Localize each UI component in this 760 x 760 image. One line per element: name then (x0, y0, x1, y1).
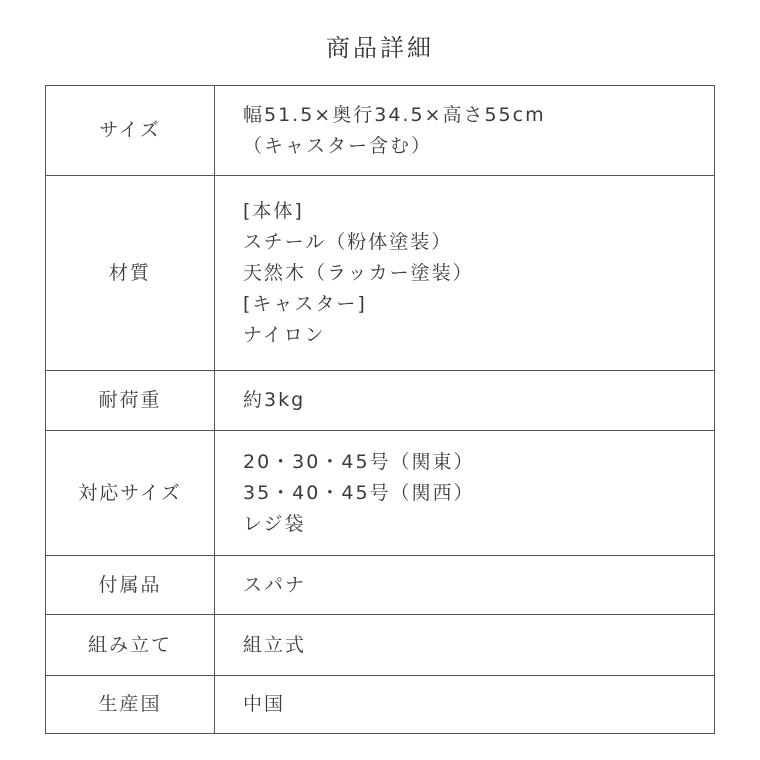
row-value (215, 176, 715, 371)
row-label: 対応サイズ (46, 431, 215, 556)
value-line: 中国 (243, 693, 286, 715)
value-line: ナイロン (243, 323, 326, 346)
spec-table (45, 85, 715, 734)
row-value (215, 371, 715, 431)
row-label: 生産国 (46, 676, 215, 734)
row-value (215, 431, 715, 556)
row-label: 材質 (46, 176, 215, 371)
value-line: 天然木（ラッカー塗装） (243, 261, 474, 284)
value-line: 組立式 (243, 633, 307, 656)
table-row-material (46, 176, 715, 371)
table-row-load-capacity (46, 371, 715, 431)
row-label: サイズ (46, 86, 215, 176)
value-line: レジ袋 (243, 512, 306, 535)
value-line: [本体] (243, 199, 304, 222)
table-row-assembly (46, 615, 715, 676)
value-line: スパナ (243, 573, 307, 596)
value-line: [キャスター] (243, 292, 367, 315)
row-value (215, 615, 715, 676)
value-line: 約3kg (243, 389, 306, 411)
table-row-country (46, 676, 715, 734)
row-label: 組み立て (46, 615, 215, 676)
value-line: スチール（粉体塗装） (243, 230, 453, 253)
table-row-size (46, 86, 715, 176)
row-label: 付属品 (46, 556, 215, 615)
row-value (215, 676, 715, 734)
row-value (215, 556, 715, 615)
value-line: 20・30・45号（関東） (243, 450, 475, 473)
value-line: （キャスター含む） (243, 134, 433, 157)
value-line: 35・40・45号（関西） (243, 481, 475, 504)
row-label: 耐荷重 (46, 371, 215, 431)
page-title: 商品詳細 (326, 34, 434, 62)
row-value (215, 86, 715, 176)
table-row-compatible-size (46, 431, 715, 556)
table-row-accessories (46, 556, 715, 615)
value-line: 幅51.5×奥行34.5×高さ55cm (243, 103, 546, 126)
